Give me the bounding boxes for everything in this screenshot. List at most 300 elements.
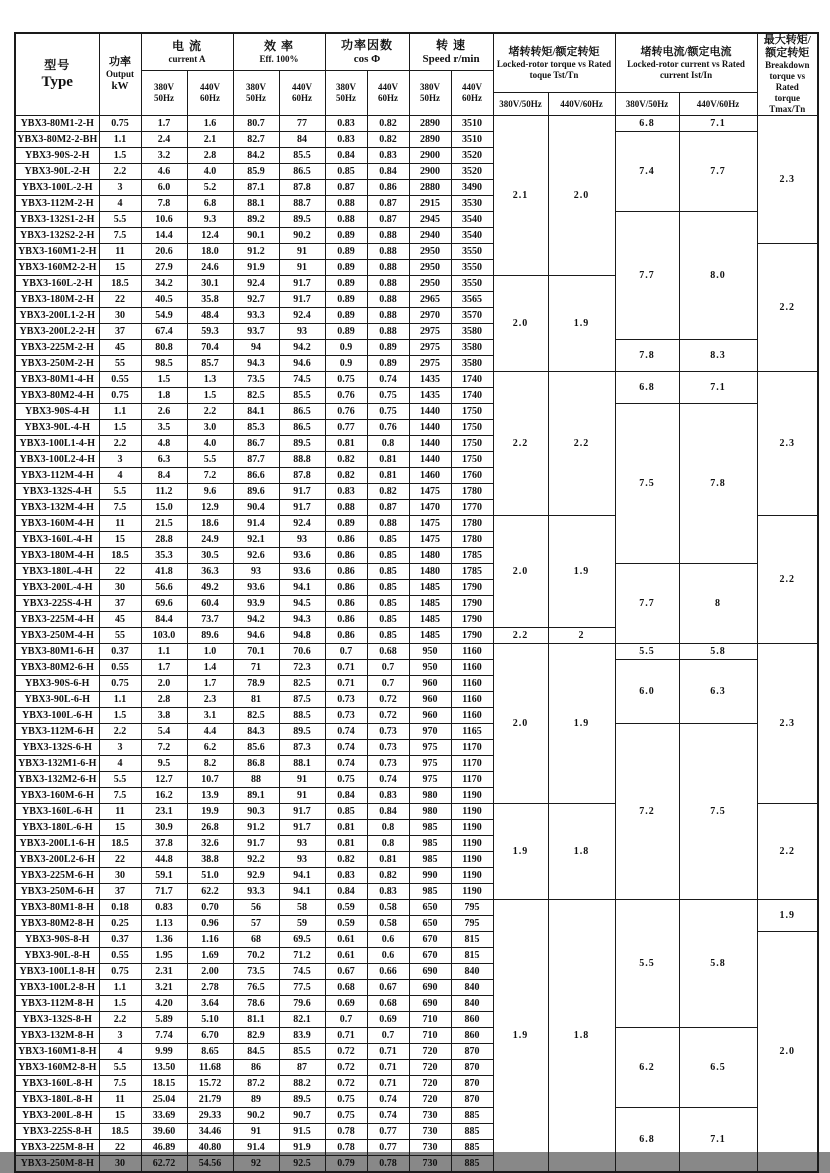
cell-cos-380: 0.81	[325, 436, 367, 452]
cell-current-380: 54.9	[141, 308, 187, 324]
cell-cos-440: 0.82	[367, 132, 409, 148]
cell-output-kw: 11	[99, 1092, 141, 1108]
cell-speed-440: 840	[451, 964, 493, 980]
cell-speed-380: 2965	[409, 292, 451, 308]
cell-speed-440: 1750	[451, 452, 493, 468]
cell-type: YBX3-225M-6-H	[15, 868, 99, 884]
cell-eff-440: 94.1	[279, 868, 325, 884]
cell-eff-380: 87.1	[233, 180, 279, 196]
cell-eff-440: 74.5	[279, 372, 325, 388]
cell-current-380: 1.5	[141, 372, 187, 388]
cell-eff-380: 90.3	[233, 804, 279, 820]
cell-output-kw: 37	[99, 596, 141, 612]
cell-output-kw: 15	[99, 820, 141, 836]
cell-speed-440: 870	[451, 1044, 493, 1060]
cell-type: YBX3-160M2-8-H	[15, 1060, 99, 1076]
cell-speed-440: 1190	[451, 804, 493, 820]
cell-cos-440: 0.88	[367, 260, 409, 276]
cell-current-440: 1.0	[187, 644, 233, 660]
cell-current-440: 19.9	[187, 804, 233, 820]
cell-current-380: 2.31	[141, 964, 187, 980]
cell-output-kw: 1.5	[99, 996, 141, 1012]
cell-current-380: 2.4	[141, 132, 187, 148]
cell-output-kw: 3	[99, 180, 141, 196]
cell-output-kw: 22	[99, 852, 141, 868]
cell-current-440: 12.4	[187, 228, 233, 244]
cell-cos-440: 0.83	[367, 884, 409, 900]
cell-cos-380: 0.75	[325, 372, 367, 388]
cell-eff-380: 91.4	[233, 1140, 279, 1156]
cell-type: YBX3-80M1-8-H	[15, 900, 99, 916]
cell-tst-440: 2	[548, 628, 615, 644]
cell-current-380: 98.5	[141, 356, 187, 372]
cell-eff-380: 82.5	[233, 388, 279, 404]
cell-eff-380: 82.5	[233, 708, 279, 724]
cell-current-440: 12.9	[187, 500, 233, 516]
cell-cos-380: 0.74	[325, 756, 367, 772]
subcol-cos-380v: 380V 50Hz	[325, 71, 367, 116]
cell-cos-440: 0.77	[367, 1140, 409, 1156]
cell-current-440: 29.33	[187, 1108, 233, 1124]
cell-speed-380: 970	[409, 724, 451, 740]
cell-speed-440: 1750	[451, 404, 493, 420]
cell-output-kw: 1.5	[99, 420, 141, 436]
cell-speed-440: 795	[451, 916, 493, 932]
cell-speed-380: 985	[409, 836, 451, 852]
cell-speed-440: 1780	[451, 516, 493, 532]
cell-current-440: 18.0	[187, 244, 233, 260]
cell-speed-440: 1790	[451, 596, 493, 612]
cell-eff-440: 89.5	[279, 724, 325, 740]
cell-eff-440: 91.9	[279, 1140, 325, 1156]
cell-current-440: 1.16	[187, 932, 233, 948]
cell-tst-440: 1.9	[548, 516, 615, 628]
cell-current-380: 0.83	[141, 900, 187, 916]
cell-eff-440: 88.1	[279, 756, 325, 772]
cell-output-kw: 11	[99, 244, 141, 260]
cell-speed-440: 1785	[451, 564, 493, 580]
cell-type: YBX3-132S-8-H	[15, 1012, 99, 1028]
cell-current-440: 1.5	[187, 388, 233, 404]
cell-tmax: 2.2	[757, 244, 818, 372]
cell-cos-380: 0.86	[325, 612, 367, 628]
cell-eff-380: 84.2	[233, 148, 279, 164]
cell-current-380: 2.0	[141, 676, 187, 692]
cell-speed-440: 1190	[451, 788, 493, 804]
cell-current-440: 0.70	[187, 900, 233, 916]
cell-type: YBX3-180L-8-H	[15, 1092, 99, 1108]
cell-type: YBX3-225S-8-H	[15, 1124, 99, 1140]
cell-eff-380: 90.4	[233, 500, 279, 516]
cell-ist-380: 6.0	[615, 660, 679, 724]
cell-type: YBX3-132S-6-H	[15, 740, 99, 756]
cell-cos-380: 0.75	[325, 1092, 367, 1108]
cell-ist-380: 6.8	[615, 116, 679, 132]
cell-current-380: 13.50	[141, 1060, 187, 1076]
cell-speed-440: 3520	[451, 148, 493, 164]
cell-speed-380: 670	[409, 932, 451, 948]
cell-ist-380: 5.5	[615, 644, 679, 660]
cell-eff-380: 85.3	[233, 420, 279, 436]
cell-speed-440: 3510	[451, 116, 493, 132]
cell-speed-440: 1740	[451, 372, 493, 388]
cell-type: YBX3-180L-6-H	[15, 820, 99, 836]
cell-speed-440: 3580	[451, 324, 493, 340]
cell-output-kw: 22	[99, 1140, 141, 1156]
cell-current-380: 2.6	[141, 404, 187, 420]
cell-speed-440: 1790	[451, 580, 493, 596]
cell-current-440: 6.2	[187, 740, 233, 756]
cell-speed-440: 3550	[451, 276, 493, 292]
cell-cos-440: 0.87	[367, 500, 409, 516]
cell-speed-440: 1160	[451, 644, 493, 660]
cell-ist-380: 7.4	[615, 132, 679, 212]
cell-cos-440: 0.7	[367, 1028, 409, 1044]
cell-cos-380: 0.82	[325, 468, 367, 484]
cell-speed-380: 2900	[409, 148, 451, 164]
cell-cos-440: 0.82	[367, 868, 409, 884]
cell-cos-440: 0.69	[367, 1012, 409, 1028]
cell-tst-380: 2.2	[493, 628, 548, 644]
cell-cos-440: 0.87	[367, 196, 409, 212]
cell-cos-440: 0.8	[367, 836, 409, 852]
cell-speed-380: 710	[409, 1028, 451, 1044]
cell-type: YBX3-90L-2-H	[15, 164, 99, 180]
cell-eff-440: 90.2	[279, 228, 325, 244]
cell-type: YBX3-132M2-6-H	[15, 772, 99, 788]
cell-cos-440: 0.82	[367, 116, 409, 132]
cell-cos-440: 0.68	[367, 996, 409, 1012]
cell-cos-380: 0.83	[325, 868, 367, 884]
cell-cos-380: 0.74	[325, 724, 367, 740]
cell-output-kw: 0.75	[99, 676, 141, 692]
cell-speed-380: 1480	[409, 564, 451, 580]
cell-type: YBX3-250M-4-H	[15, 628, 99, 644]
cell-cos-440: 0.6	[367, 948, 409, 964]
type-label-en: Type	[41, 74, 73, 90]
cell-cos-440: 0.85	[367, 612, 409, 628]
cell-current-380: 3.2	[141, 148, 187, 164]
cell-type: YBX3-225M-2-H	[15, 340, 99, 356]
cell-tst-440: 2.0	[548, 116, 615, 276]
cell-type: YBX3-160M-4-H	[15, 516, 99, 532]
cell-output-kw: 0.25	[99, 916, 141, 932]
table-row	[15, 1108, 818, 1124]
cell-tmax: 2.3	[757, 372, 818, 516]
cell-speed-380: 2890	[409, 132, 451, 148]
cell-cos-380: 0.89	[325, 260, 367, 276]
cell-speed-440: 3540	[451, 228, 493, 244]
cell-current-380: 44.8	[141, 852, 187, 868]
cell-ist-380: 6.8	[615, 1108, 679, 1173]
cell-eff-440: 89.5	[279, 212, 325, 228]
col-header-efficiency: 效 率 Eff. 100%	[233, 33, 325, 71]
cell-speed-380: 950	[409, 644, 451, 660]
cell-eff-440: 94.3	[279, 612, 325, 628]
cell-eff-380: 92.1	[233, 532, 279, 548]
cell-eff-380: 87.7	[233, 452, 279, 468]
cell-cos-440: 0.89	[367, 356, 409, 372]
cell-output-kw: 7.5	[99, 228, 141, 244]
cell-eff-380: 85.9	[233, 164, 279, 180]
cell-speed-440: 815	[451, 932, 493, 948]
cell-type: YBX3-100L1-4-H	[15, 436, 99, 452]
cell-eff-440: 84	[279, 132, 325, 148]
cell-speed-380: 960	[409, 708, 451, 724]
subcol-ist-440v: 440V/60Hz	[679, 93, 757, 116]
cell-output-kw: 15	[99, 1108, 141, 1124]
cell-current-380: 10.6	[141, 212, 187, 228]
cell-current-440: 3.64	[187, 996, 233, 1012]
cell-eff-440: 86.5	[279, 404, 325, 420]
cell-cos-380: 0.77	[325, 420, 367, 436]
cell-eff-380: 90.2	[233, 1108, 279, 1124]
cell-ist-380: 7.2	[615, 724, 679, 900]
cell-eff-380: 68	[233, 932, 279, 948]
cell-speed-440: 1160	[451, 676, 493, 692]
cell-cos-440: 0.7	[367, 676, 409, 692]
cell-eff-440: 91.7	[279, 500, 325, 516]
cell-output-kw: 22	[99, 564, 141, 580]
cell-type: YBX3-100L2-8-H	[15, 980, 99, 996]
motor-spec-table	[14, 32, 819, 1173]
cell-type: YBX3-160L-4-H	[15, 532, 99, 548]
type-label-zh: 型号	[44, 58, 71, 72]
cell-output-kw: 1.1	[99, 404, 141, 420]
cell-speed-440: 795	[451, 900, 493, 916]
cell-eff-440: 89.5	[279, 1092, 325, 1108]
cell-speed-380: 1435	[409, 372, 451, 388]
cell-type: YBX3-225S-4-H	[15, 596, 99, 612]
cell-speed-440: 885	[451, 1124, 493, 1140]
cell-ist-380: 7.7	[615, 212, 679, 340]
cell-speed-440: 1790	[451, 628, 493, 644]
cell-output-kw: 3	[99, 740, 141, 756]
cell-speed-440: 3565	[451, 292, 493, 308]
cell-eff-440: 82.5	[279, 676, 325, 692]
cell-speed-380: 1440	[409, 436, 451, 452]
cell-type: YBX3-180L-4-H	[15, 564, 99, 580]
cell-current-380: 41.8	[141, 564, 187, 580]
cell-cos-440: 0.85	[367, 628, 409, 644]
cell-output-kw: 7.5	[99, 500, 141, 516]
cell-eff-440: 85.5	[279, 1044, 325, 1060]
cell-current-440: 21.79	[187, 1092, 233, 1108]
cell-current-440: 4.4	[187, 724, 233, 740]
cell-tmax: 2.3	[757, 116, 818, 244]
cell-speed-380: 1435	[409, 388, 451, 404]
cell-speed-440: 3580	[451, 340, 493, 356]
cell-speed-440: 1770	[451, 500, 493, 516]
cell-current-440: 6.70	[187, 1028, 233, 1044]
cell-eff-440: 85.5	[279, 388, 325, 404]
cell-eff-440: 79.6	[279, 996, 325, 1012]
cell-output-kw: 18.5	[99, 1124, 141, 1140]
cell-current-440: 48.4	[187, 308, 233, 324]
cell-output-kw: 4	[99, 468, 141, 484]
cell-current-440: 36.3	[187, 564, 233, 580]
cell-current-380: 6.0	[141, 180, 187, 196]
cell-tst-440: 1.8	[548, 900, 615, 1173]
cell-eff-440: 93	[279, 532, 325, 548]
cell-speed-380: 730	[409, 1124, 451, 1140]
cell-current-380: 84.4	[141, 612, 187, 628]
cell-speed-380: 1475	[409, 516, 451, 532]
cell-current-380: 1.7	[141, 660, 187, 676]
cell-eff-440: 83.9	[279, 1028, 325, 1044]
cell-cos-380: 0.85	[325, 164, 367, 180]
cell-speed-380: 1475	[409, 484, 451, 500]
cell-speed-440: 870	[451, 1060, 493, 1076]
cell-cos-440: 0.74	[367, 372, 409, 388]
cell-current-380: 1.36	[141, 932, 187, 948]
table-row	[15, 644, 818, 660]
cell-output-kw: 2.2	[99, 724, 141, 740]
cell-output-kw: 7.5	[99, 1076, 141, 1092]
cell-speed-380: 2940	[409, 228, 451, 244]
cell-cos-440: 0.7	[367, 660, 409, 676]
cell-current-380: 1.1	[141, 644, 187, 660]
cell-eff-440: 72.3	[279, 660, 325, 676]
cell-output-kw: 2.2	[99, 1012, 141, 1028]
cell-eff-440: 77	[279, 116, 325, 132]
cell-current-440: 34.46	[187, 1124, 233, 1140]
cell-current-440: 40.80	[187, 1140, 233, 1156]
cell-output-kw: 15	[99, 532, 141, 548]
cell-cos-440: 0.67	[367, 980, 409, 996]
cell-eff-440: 77.5	[279, 980, 325, 996]
cell-current-380: 46.89	[141, 1140, 187, 1156]
cell-speed-380: 1485	[409, 628, 451, 644]
cell-speed-440: 3540	[451, 212, 493, 228]
cell-current-380: 20.6	[141, 244, 187, 260]
cell-output-kw: 7.5	[99, 788, 141, 804]
cell-cos-380: 0.89	[325, 516, 367, 532]
cell-eff-380: 92.7	[233, 292, 279, 308]
cell-cos-380: 0.89	[325, 324, 367, 340]
cell-current-440: 8.2	[187, 756, 233, 772]
cell-current-440: 32.6	[187, 836, 233, 852]
cell-current-440: 30.5	[187, 548, 233, 564]
cell-cos-440: 0.78	[367, 1156, 409, 1173]
col-header-locked-rotor-torque: 堵转转矩/额定转矩 Locked-rotor torque vs Rated toque Tst/Tn	[493, 33, 615, 93]
cell-output-kw: 1.1	[99, 132, 141, 148]
cell-eff-440: 87.3	[279, 740, 325, 756]
cell-speed-440: 1760	[451, 468, 493, 484]
cell-current-440: 26.8	[187, 820, 233, 836]
cell-cos-380: 0.89	[325, 244, 367, 260]
cell-eff-380: 93.7	[233, 324, 279, 340]
table-row	[15, 372, 818, 388]
cell-ist-440: 7.5	[679, 724, 757, 900]
cell-speed-440: 1160	[451, 660, 493, 676]
table-header	[15, 33, 818, 116]
cell-speed-440: 1785	[451, 548, 493, 564]
cell-output-kw: 0.55	[99, 948, 141, 964]
cell-type: YBX3-90L-8-H	[15, 948, 99, 964]
cell-cos-440: 0.89	[367, 340, 409, 356]
cell-tst-440: 2.2	[548, 372, 615, 516]
cell-cos-380: 0.73	[325, 708, 367, 724]
cell-speed-440: 1160	[451, 692, 493, 708]
cell-cos-440: 0.58	[367, 900, 409, 916]
cell-cos-380: 0.74	[325, 740, 367, 756]
cell-cos-380: 0.81	[325, 820, 367, 836]
cell-output-kw: 0.55	[99, 372, 141, 388]
cell-cos-380: 0.75	[325, 1108, 367, 1124]
cell-current-380: 7.74	[141, 1028, 187, 1044]
cell-cos-380: 0.71	[325, 676, 367, 692]
cell-eff-380: 93.9	[233, 596, 279, 612]
cell-cos-380: 0.69	[325, 996, 367, 1012]
cell-eff-440: 91	[279, 244, 325, 260]
cell-eff-380: 91.7	[233, 836, 279, 852]
cell-speed-380: 960	[409, 676, 451, 692]
cell-speed-440: 1740	[451, 388, 493, 404]
subcol-current-380v: 380V 50Hz	[141, 71, 187, 116]
cell-type: YBX3-132M-4-H	[15, 500, 99, 516]
cell-ist-380: 7.7	[615, 564, 679, 644]
cell-speed-440: 885	[451, 1108, 493, 1124]
cell-eff-380: 94	[233, 340, 279, 356]
cell-output-kw: 2.2	[99, 436, 141, 452]
cell-output-kw: 5.5	[99, 772, 141, 788]
cell-speed-380: 1440	[409, 420, 451, 436]
cell-eff-440: 88.8	[279, 452, 325, 468]
cell-output-kw: 15	[99, 260, 141, 276]
cell-eff-380: 88.1	[233, 196, 279, 212]
cell-current-380: 25.04	[141, 1092, 187, 1108]
cell-speed-380: 975	[409, 772, 451, 788]
cell-eff-380: 90.1	[233, 228, 279, 244]
subcol-eff-440v: 440V 60Hz	[279, 71, 325, 116]
cell-current-440: 7.2	[187, 468, 233, 484]
cell-current-380: 3.21	[141, 980, 187, 996]
cell-current-440: 5.10	[187, 1012, 233, 1028]
subcol-eff-380v: 380V 50Hz	[233, 71, 279, 116]
cell-eff-440: 88.7	[279, 196, 325, 212]
cell-eff-380: 84.5	[233, 1044, 279, 1060]
cell-tst-380: 2.0	[493, 644, 548, 804]
col-header-locked-rotor-current: 堵转电流/额定电流 Locked-rotor current vs Rated current Ist/In	[615, 33, 757, 93]
cell-current-440: 5.5	[187, 452, 233, 468]
cell-current-380: 3.8	[141, 708, 187, 724]
cell-speed-380: 1485	[409, 612, 451, 628]
cell-eff-440: 91.7	[279, 484, 325, 500]
cell-speed-440: 1160	[451, 708, 493, 724]
spec-table-body	[15, 116, 818, 1173]
cell-cos-440: 0.88	[367, 308, 409, 324]
col-header-output: 功率 Output kW	[99, 33, 141, 116]
cell-eff-380: 86.6	[233, 468, 279, 484]
cell-output-kw: 3	[99, 1028, 141, 1044]
cell-speed-380: 1460	[409, 468, 451, 484]
cell-speed-380: 730	[409, 1156, 451, 1173]
cell-cos-440: 0.77	[367, 1124, 409, 1140]
cell-tmax: 2.2	[757, 804, 818, 900]
cell-current-440: 1.6	[187, 116, 233, 132]
cell-output-kw: 30	[99, 868, 141, 884]
cell-eff-380: 82.7	[233, 132, 279, 148]
cell-cos-380: 0.7	[325, 1012, 367, 1028]
cell-tst-440: 1.8	[548, 804, 615, 900]
cell-cos-440: 0.71	[367, 1060, 409, 1076]
cell-output-kw: 3	[99, 452, 141, 468]
cell-cos-440: 0.86	[367, 180, 409, 196]
cell-speed-380: 985	[409, 820, 451, 836]
cell-type: YBX3-80M2-8-H	[15, 916, 99, 932]
cell-eff-440: 94.2	[279, 340, 325, 356]
